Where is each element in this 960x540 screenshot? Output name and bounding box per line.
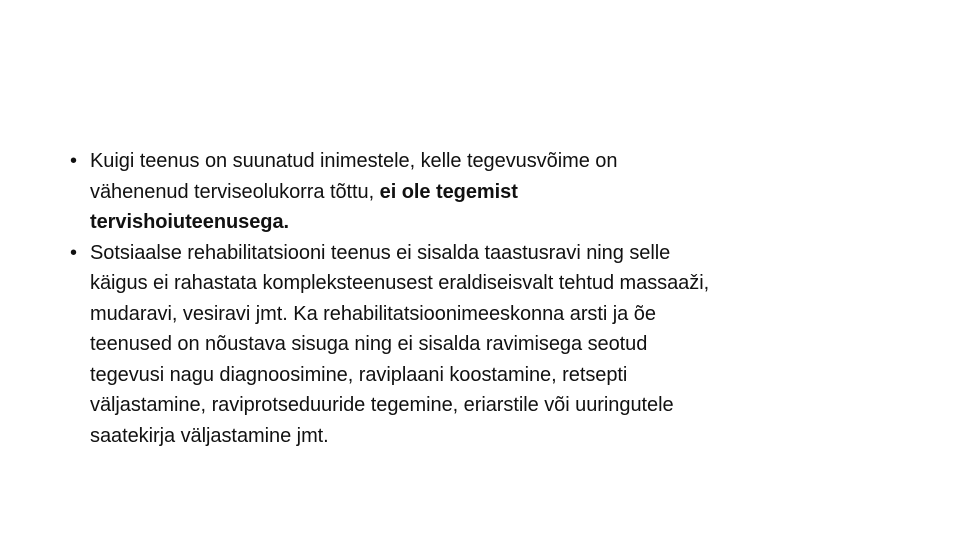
bullet-2-line-2: käigus ei rahastata kompleksteenusest eraldiseisvalt tehtud massaaži,: [90, 272, 710, 294]
bullet-2-line-5: tegevusi nagu diagnoosimine, raviplaani koostamine, retsepti: [90, 363, 628, 386]
bullet-marker: •: [70, 150, 78, 172]
bullet-2-line-1: Sotsiaalse rehabilitatsiooni teenus ei sisalda taastusravi ning selle: [90, 241, 671, 264]
bullet-2-line-3: mudaravi, vesiravi jmt. Ka rehabilitatsioonimeeskonna arsti ja õe: [90, 302, 656, 325]
bullet-2-line-7: saatekirja väljastamine jmt.: [90, 424, 329, 447]
bullet-item-1: [66, 146, 926, 238]
bullet-marker: •: [70, 241, 78, 264]
bullet-2-line-6: väljastamine, raviprotseduuride tegemine, eriarstile või uuringutele: [90, 394, 674, 416]
bullet-list: [66, 146, 926, 451]
bullet-1-line-2: vähenenud terviseolukorra tõttu,: [90, 180, 380, 203]
bullet-item-2: [66, 238, 926, 452]
bullet-1-bold-2: tervishoiuteenusega.: [90, 211, 290, 233]
bullet-text-2: [90, 238, 926, 452]
bullet-1-line-1: Kuigi teenus on suunatud inimestele, kelle tegevusvõime on: [90, 150, 618, 172]
bullet-1-bold-1: ei ole tegemist: [379, 180, 518, 203]
bullet-text-1: [90, 146, 926, 238]
bullet-2-line-4: teenused on nõustava sisuga ning ei sisalda ravimisega seotud: [90, 333, 648, 355]
